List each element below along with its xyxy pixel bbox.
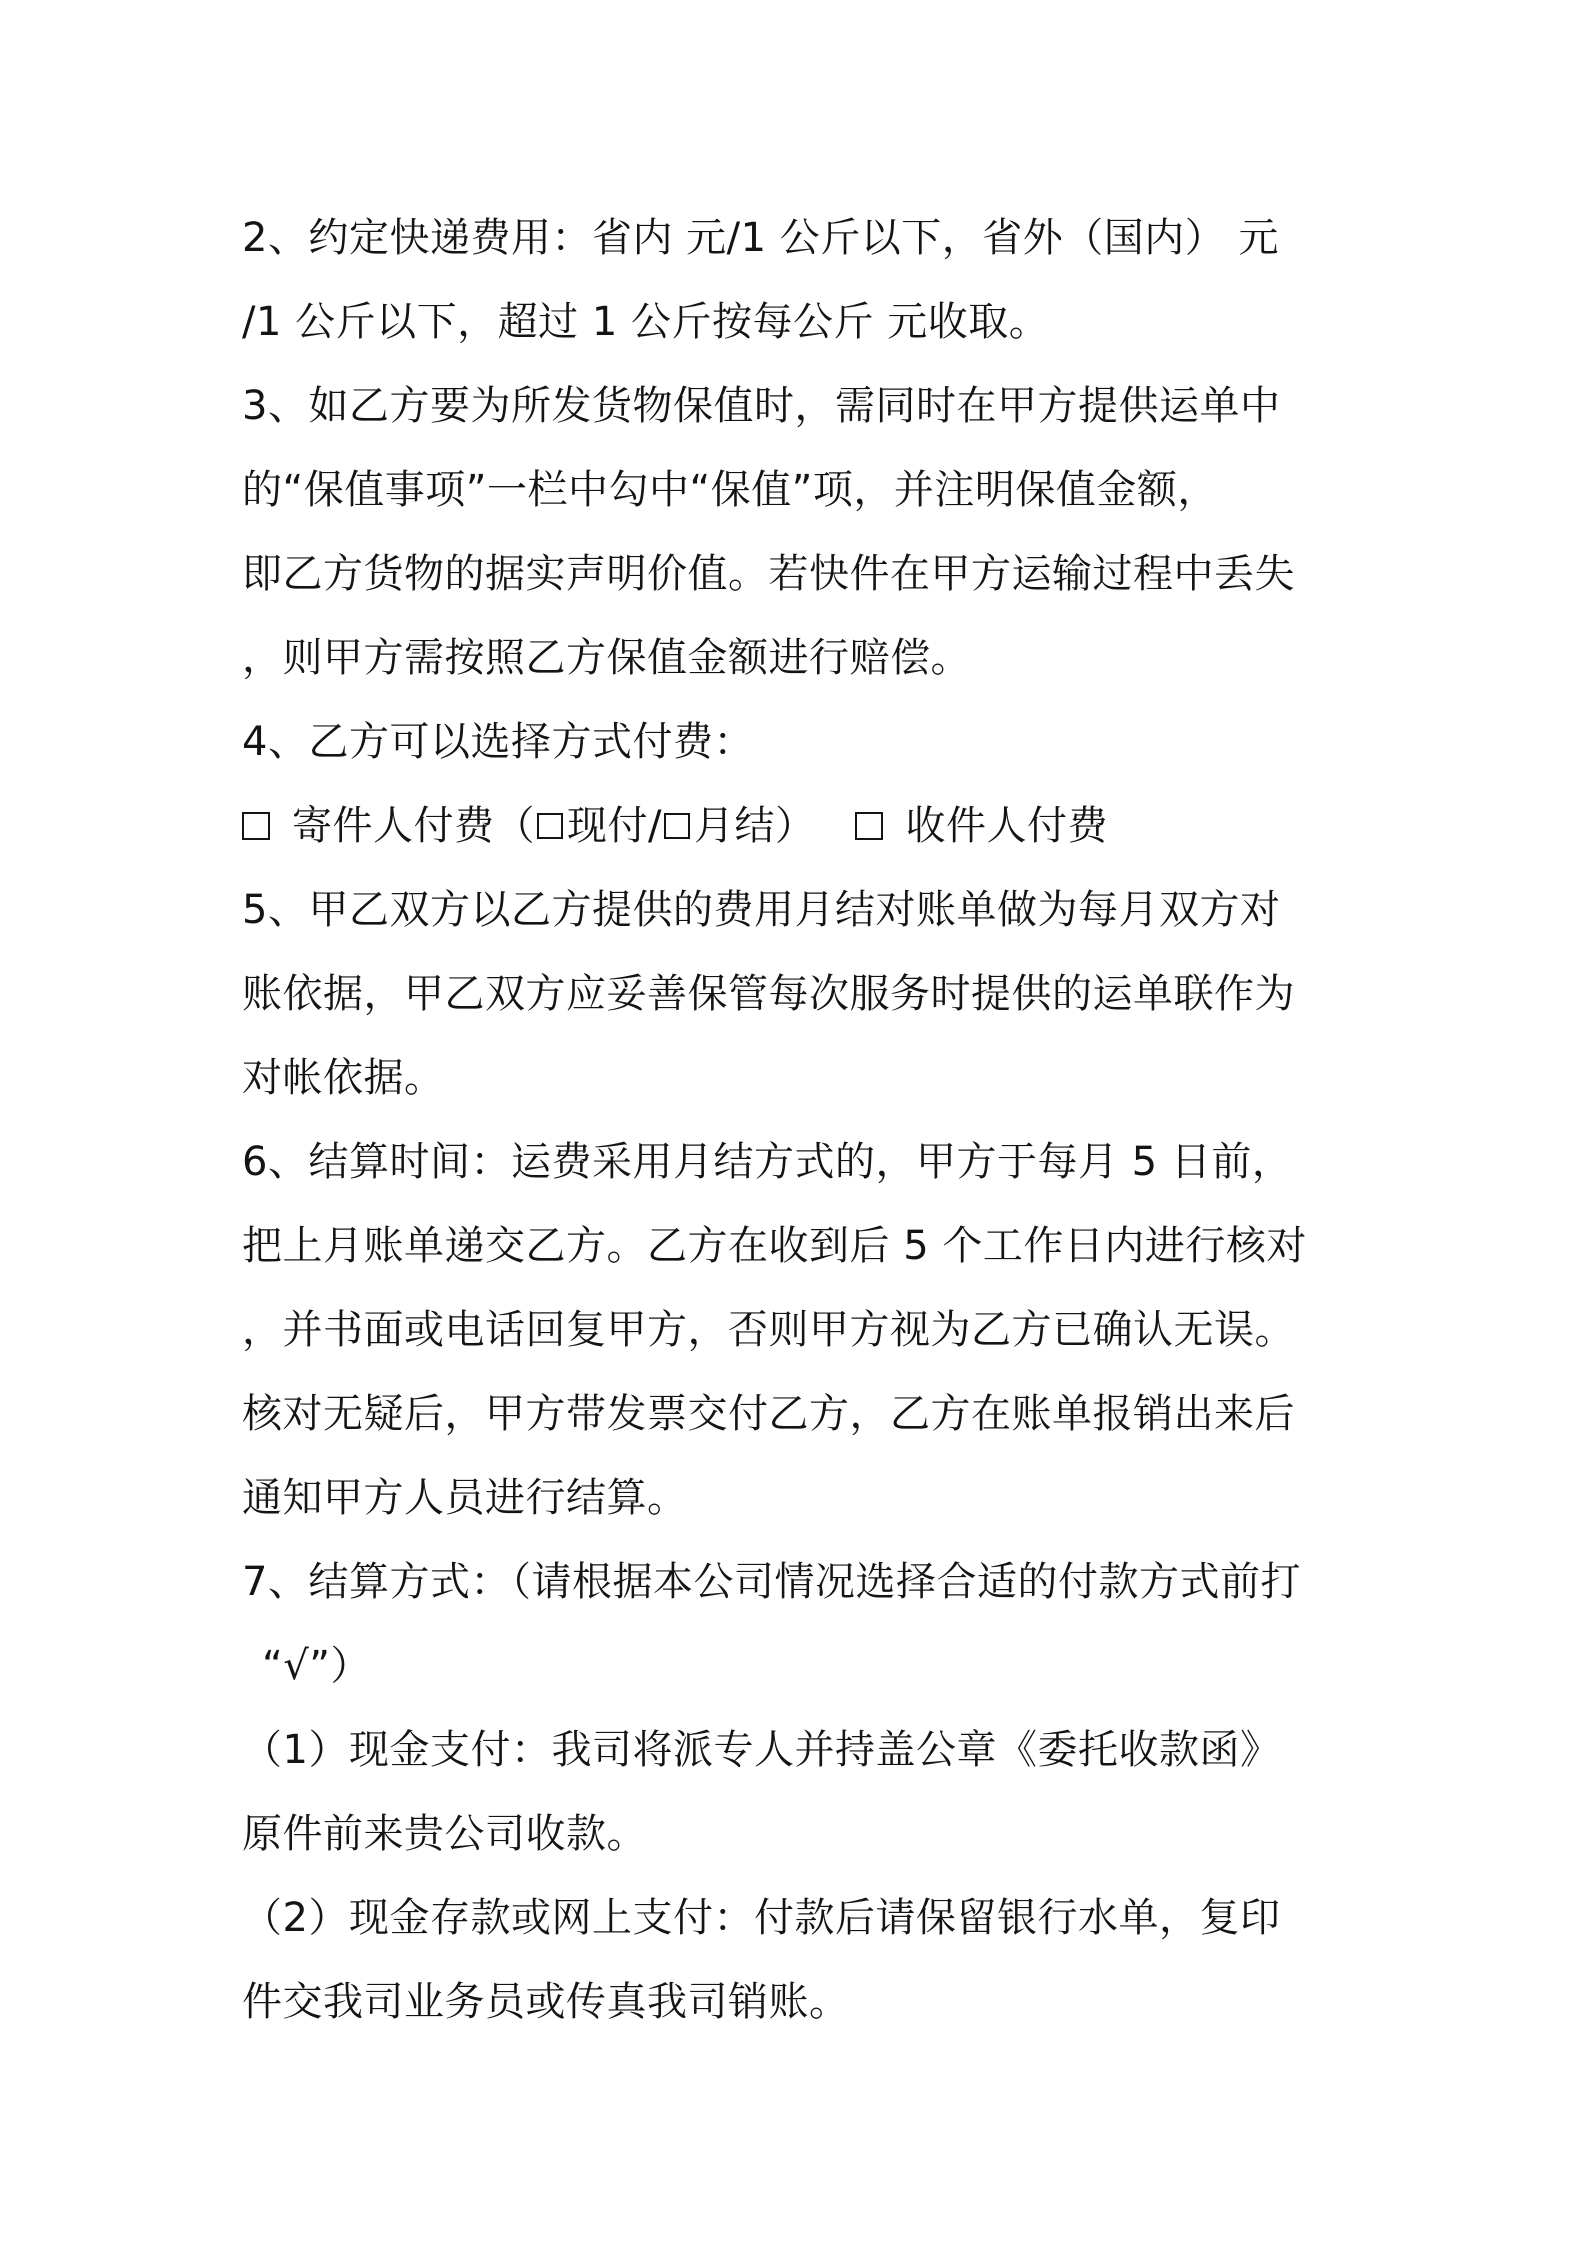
monthly-payment-label: 月结） [693,803,816,849]
para-4-line-1: 4、乙方可以选择方式付费： [242,719,754,765]
para-7-line-2: “√”） [262,1643,371,1689]
para-3-line-1: 3、如乙方要为所发货物保值时，需同时在甲方提供运单中 [242,383,1281,429]
para-7-1-line-1: （1）现金支付：我司将派专人并持盖公章《委托收款函》 [242,1727,1281,1773]
para-2-line-1: 2、约定快递费用：省内 元/1 公斤以下，省外（国内） 元 [242,215,1280,261]
cash-payment-checkbox[interactable] [537,813,563,839]
para-3-line-4: ，则甲方需按照乙方保值金额进行赔偿。 [242,635,971,681]
para-5-line-2: 账依据，甲乙双方应妥善保管每次服务时提供的运单联作为 [242,971,1295,1017]
para-3-line-3: 即乙方货物的据实声明价值。若快件在甲方运输过程中丢失 [242,551,1295,597]
document-body [242,196,1357,2044]
receiver-pays-checkbox[interactable] [855,812,883,840]
para-3-line-2: 的“保值事项”一栏中勾中“保值”项，并注明保值金额， [242,467,1218,513]
sender-pays-checkbox[interactable] [242,812,270,840]
para-7-2-line-1: （2）现金存款或网上支付：付款后请保留银行水单，复印 [242,1895,1281,1941]
monthly-payment-checkbox[interactable] [664,813,690,839]
para-7-1-line-2: 原件前来贵公司收款。 [242,1811,647,1857]
receiver-pays-label: 收件人付费 [905,803,1108,849]
sender-pays-label: 寄件人付费（ [292,803,535,849]
para-5-line-3: 对帐依据。 [242,1055,445,1101]
para-2-line-2: /1 公斤以下，超过 1 公斤按每公斤 元收取。 [242,299,1050,345]
para-6-line-4: 核对无疑后，甲方带发票交付乙方，乙方在账单报销出来后 [242,1391,1295,1437]
cash-payment-label: 现付/ [567,803,662,849]
payment-options-row [242,784,1357,868]
para-6-line-2: 把上月账单递交乙方。乙方在收到后 5 个工作日内进行核对 [242,1223,1307,1269]
para-7-line-1: 7、结算方式：（请根据本公司情况选择合适的付款方式前打 [242,1559,1301,1605]
para-6-line-3: ，并书面或电话回复甲方，否则甲方视为乙方已确认无误。 [242,1307,1295,1353]
para-5-line-1: 5、甲乙双方以乙方提供的费用月结对账单做为每月双方对 [242,887,1281,933]
para-6-line-1: 6、结算时间：运费采用月结方式的，甲方于每月 5 日前， [242,1139,1293,1185]
para-7-2-line-2: 件交我司业务员或传真我司销账。 [242,1979,850,2025]
para-6-line-5: 通知甲方人员进行结算。 [242,1475,688,1521]
